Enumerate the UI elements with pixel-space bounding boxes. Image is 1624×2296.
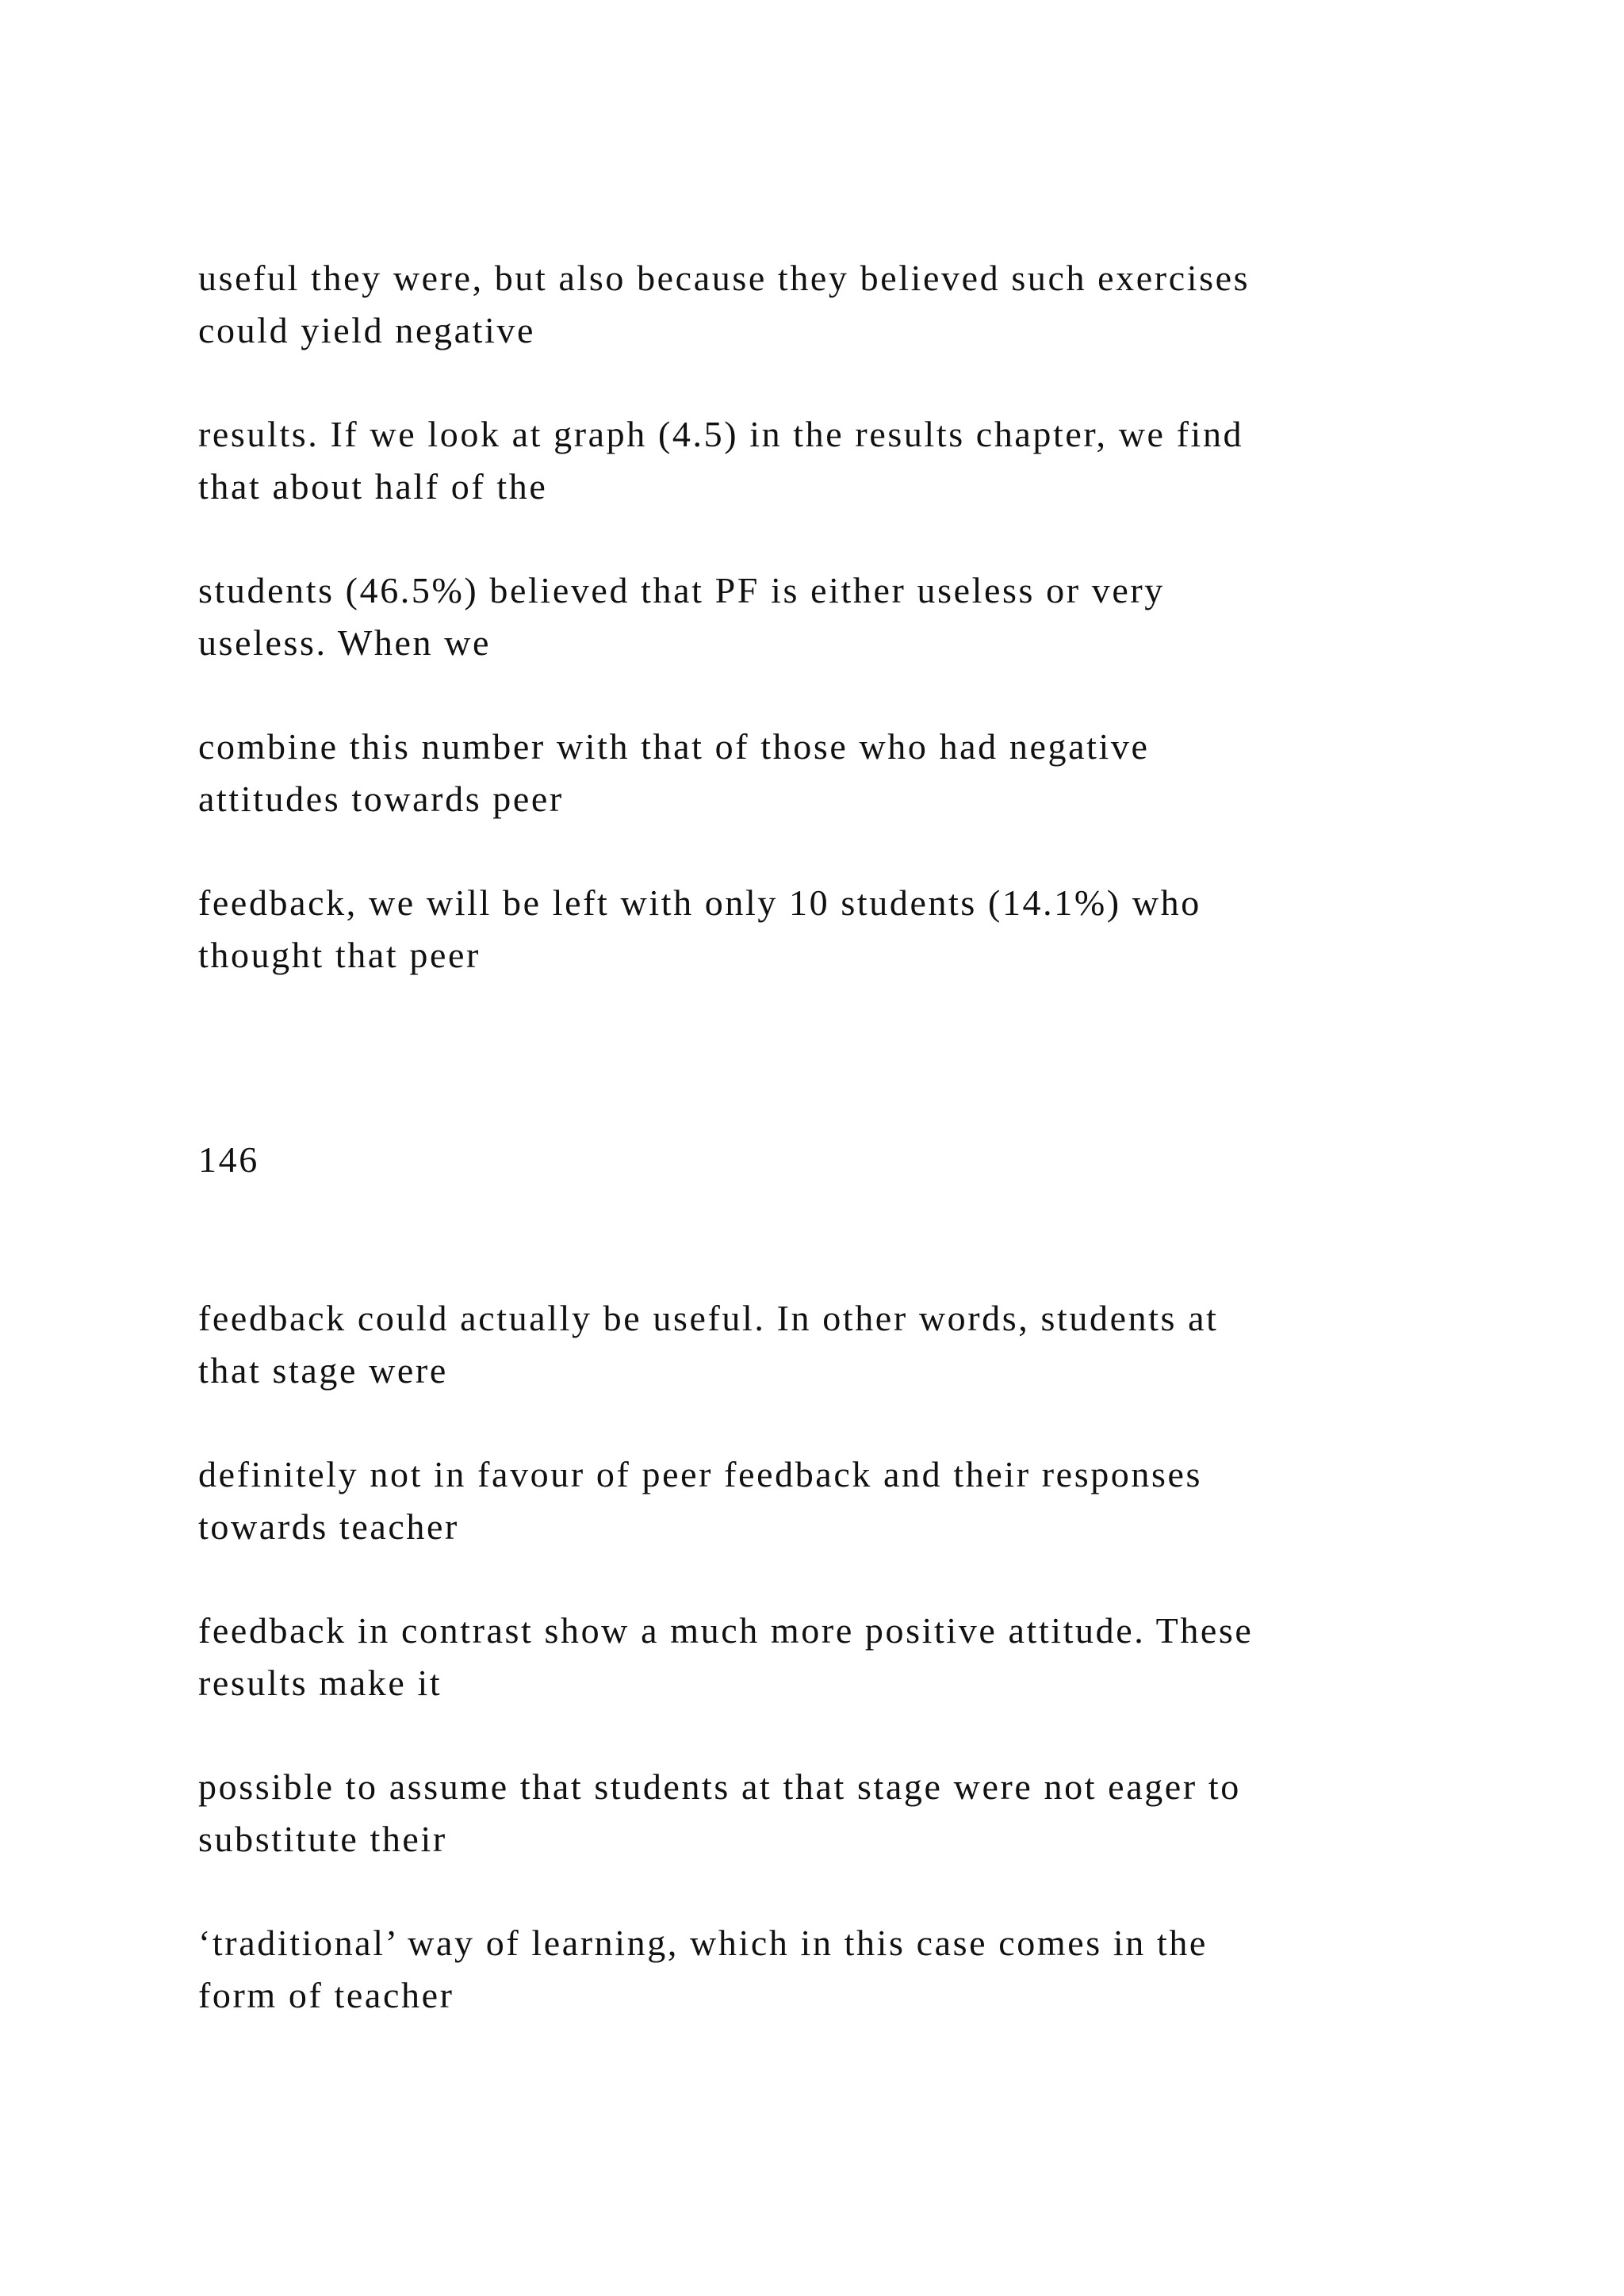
- paragraph-7: [198, 1448, 1483, 1553]
- paragraph-line: possible to assume that students at that stage were not eager to: [198, 1766, 1241, 1807]
- paragraph-3: [198, 564, 1483, 669]
- paragraph-line: results. If we look at graph (4.5) in the results chapter, we find: [198, 414, 1244, 454]
- paragraph-line: results make it: [198, 1663, 442, 1703]
- paragraph-line: feedback could actually be useful. In other words, students at: [198, 1298, 1219, 1338]
- paragraph-line: students (46.5%) believed that PF is either useless or very: [198, 570, 1165, 610]
- paragraph-4: [198, 721, 1483, 825]
- paragraph-6: [198, 1292, 1483, 1397]
- paragraph-line: feedback in contrast show a much more positive attitude. These: [198, 1610, 1254, 1651]
- paragraph-line: feedback, we will be left with only 10 students (14.1%) who: [198, 882, 1201, 923]
- paragraph-line: towards teacher: [198, 1506, 459, 1547]
- paragraph-line: could yield negative: [198, 310, 535, 350]
- paragraph-line: useless. When we: [198, 622, 492, 663]
- paragraph-line: thought that peer: [198, 935, 481, 975]
- paragraph-line: form of teacher: [198, 1975, 454, 2015]
- paragraph-5: [198, 877, 1483, 982]
- paragraph-line: combine this number with that of those who had negative: [198, 726, 1150, 767]
- paragraph-line: that about half of the: [198, 466, 548, 507]
- paragraph-2: [198, 408, 1483, 513]
- page-number: 146: [198, 1139, 259, 1180]
- paragraph-line: that stage were: [198, 1350, 448, 1391]
- paragraph-line: ‘traditional’ way of learning, which in this case comes in the: [198, 1923, 1208, 1963]
- paragraph-8: [198, 1605, 1483, 1709]
- paragraph-1: [198, 252, 1483, 357]
- paragraph-line: useful they were, but also because they believed such exercises: [198, 258, 1251, 298]
- paragraph-line: attitudes towards peer: [198, 779, 564, 819]
- paragraph-10: [198, 1917, 1483, 2022]
- paragraph-line: definitely not in favour of peer feedback and their responses: [198, 1454, 1203, 1494]
- paragraph-9: [198, 1761, 1483, 1866]
- paragraph-line: substitute their: [198, 1819, 447, 1859]
